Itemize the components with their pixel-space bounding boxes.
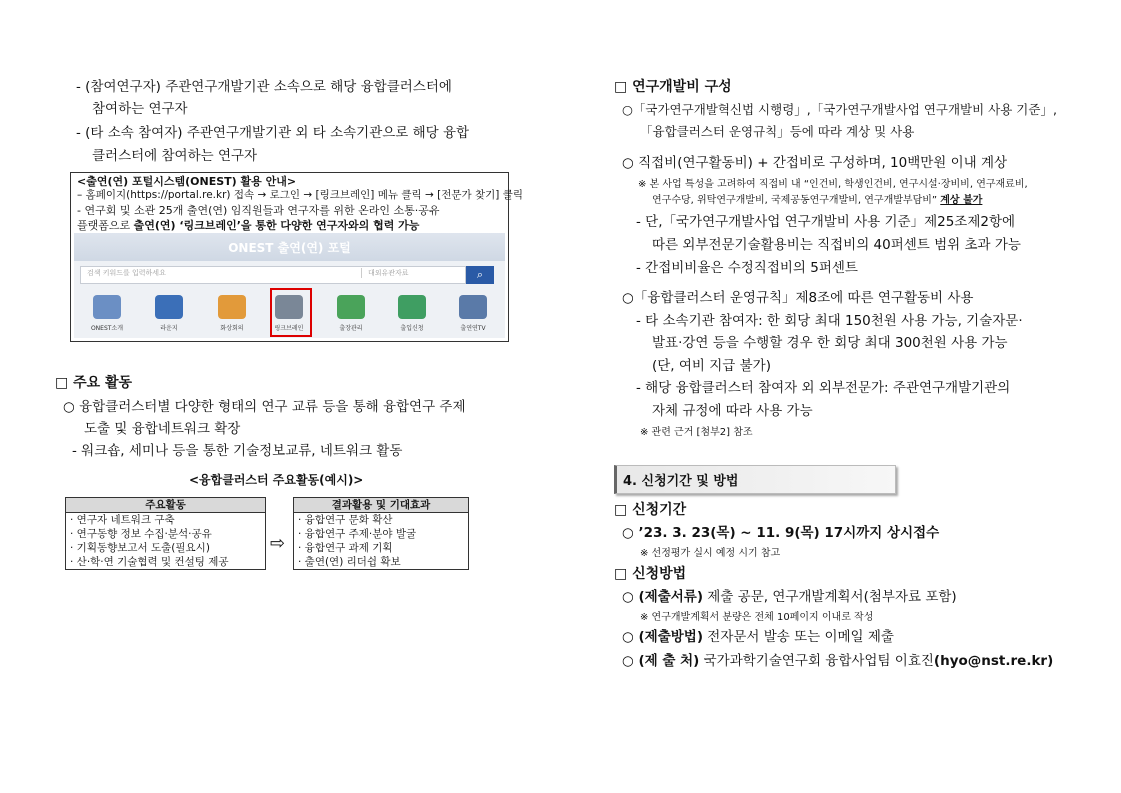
budget-line-4: - 간접비비율은 수정직접비의 5퍼센트 [636,260,858,276]
section-main-activity: □ 주요 활동 [55,375,133,391]
method-submission: ○ (제출방법) 전자문서 발송 또는 이메일 제출 [622,629,894,645]
portal-header [74,233,505,261]
portal-search-placeholder: 검색 키워드를 입력하세요 [87,269,166,277]
budget-line-3-cont: 따른 외부전문기술활용비는 직접비의 40퍼센트 범위 초과 가능 [652,237,1021,253]
portal-icon-entry: 출입신청 [387,291,437,332]
budget-note-1: ※ 본 사업 특성을 고려하여 직접비 내 “인건비, 학생인건비, 연구시설·장비비, 연구재료비, [638,179,1028,190]
table-cell: · 연구동향 정보 수집·분석·공유 [66,527,266,541]
budget-line-6-cont: 발표·강연 등을 수행할 경우 한 회당 최대 300천원 사용 가능 [652,335,1008,351]
section-4-header: 4. 신청기간 및 방법 [614,465,896,494]
method-contact: ○ (제 출 처) 국가과학기술연구회 융합사업팀 이효진(hyo@nst.re.kr) [622,653,1054,669]
activity-line-1: ○ 융합클러스터별 다양한 형태의 연구 교류 등을 통해 융합연구 주제 [63,399,466,415]
table-cell: · 산·학·연 기술협력 및 컨설팅 제공 [66,555,266,570]
budget-line-7-cont: 자체 규정에 따라 사용 가능 [652,403,813,419]
section-budget: □ 연구개발비 구성 [614,79,732,95]
method-documents: ○ (제출서류) 제출 공문, 연구개발계획서(첨부자료 포함) [622,589,957,605]
table-caption: <융합클러스터 주요활동(예시)> [189,473,364,487]
portal-search-select: 대외유관자료 [361,268,458,278]
budget-note-2: ※ 관련 근거 [첨부2] 참조 [640,427,753,438]
portal-icon-linkbrain: 링크브레인 [264,291,314,332]
onest-guide-title: <출연(연) 포털시스템(ONEST) 활용 안내> [77,175,297,188]
portal-icon-business: 출장관리 [326,291,376,332]
portal-icon-lounge: 라운지 [144,291,194,332]
budget-line-1-cont: 「융합클러스터 운영규칙」등에 따라 계상 및 사용 [640,124,915,139]
budget-line-6-cont2: (단, 여비 지급 불가) [652,358,771,374]
budget-line-5: ○「융합클러스터 운영규칙」제8조에 따른 연구활동비 사용 [622,290,974,306]
section-method: □ 신청방법 [614,566,687,582]
main-activity-table [65,497,266,570]
linkbrain-highlight [270,288,312,337]
table-head-result: 결과활용 및 기대효과 [294,498,469,513]
onest-guide-desc-cont: 플랫폼으로 출연(연) ‘링크브레인’을 통한 다양한 연구자와의 협력 가능 [77,219,420,232]
period-line: ○ ’23. 3. 23(목) ~ 11. 9(목) 17시까지 상시접수 [622,525,940,541]
table-cell: · 출연(연) 리더쉽 확보 [294,555,469,570]
budget-line-6: - 타 소속기관 참여자: 한 회당 최대 150천원 사용 가능, 기술자문· [636,313,1023,329]
arrow-icon: ⇨ [270,533,286,554]
table-cell: · 연구자 네트워크 구축 [66,513,266,528]
portal-logo: ONEST 출연(연) 포털 [228,241,351,255]
portal-menu-icons [74,291,505,338]
budget-line-2: ○ 직접비(연구활동비) + 간접비로 구성하며, 10백만원 이내 계상 [622,155,1008,171]
period-note: ※ 선정평가 실시 예정 시기 참고 [640,548,781,559]
portal-icon-video: 화상회의 [207,291,257,332]
onest-portal-screenshot [74,233,505,338]
result-table [293,497,469,570]
portal-search-bar [80,266,466,284]
portal-icon-tv: 출연연TV [448,291,498,332]
participant-researcher-line: - (참여연구자) 주관연구개발기관 소속으로 해당 융합클러스터에 [76,79,452,95]
activity-line-2: - 워크숍, 세미나 등을 통한 기술정보교류, 네트워크 활동 [72,443,403,459]
budget-line-7: - 해당 융합클러스터 참여자 외 외부전문가: 주관연구개발기관의 [636,380,1011,396]
table-cell: · 기획동향보고서 도출(필요시) [66,541,266,555]
table-head-activity: 주요활동 [66,498,266,513]
table-cell: · 융합연구 문화 확산 [294,513,469,528]
portal-search-icon: ⌕ [466,266,494,284]
budget-note-1-cont: 연구수당, 위탁연구개발비, 국제공동연구개발비, 연구개발부담비” 계상 불가 [652,195,983,206]
onest-guide-box [70,172,523,342]
method-note: ※ 연구개발계획서 분량은 전체 10페이지 이내로 작성 [640,612,874,623]
participant-researcher-line-cont: 참여하는 연구자 [92,101,188,117]
budget-line-1: ○「국가연구개발혁신법 시행령」,「국가연구개발사업 연구개발비 사용 기준」, [622,102,1057,117]
budget-line-3: - 단,「국가연구개발사업 연구개발비 사용 기준」제25조제2항에 [636,214,1016,230]
onest-guide-step: – 홈페이지(https://portal.re.kr) 접속 → 로그인 → [링크브레인] 메뉴 클릭 → [전문가 찾기] 클릭 [77,189,523,201]
table-cell: · 융합연구 주제·분야 발굴 [294,527,469,541]
activity-line-1-cont: 도출 및 융합네트워크 확장 [84,421,241,437]
table-cell: · 융합연구 과제 기획 [294,541,469,555]
onest-guide-desc: - 연구회 및 소관 25개 출연(연) 임직원들과 연구자를 위한 온라인 소통·공유 [77,204,440,217]
section-period: □ 신청기간 [614,502,687,518]
portal-icon-onest: ONEST소개 [82,291,132,332]
external-participant-line-cont: 클러스터에 참여하는 연구자 [92,148,258,164]
external-participant-line: - (타 소속 참여자) 주관연구개발기관 외 타 소속기관으로 해당 융합 [76,125,470,141]
